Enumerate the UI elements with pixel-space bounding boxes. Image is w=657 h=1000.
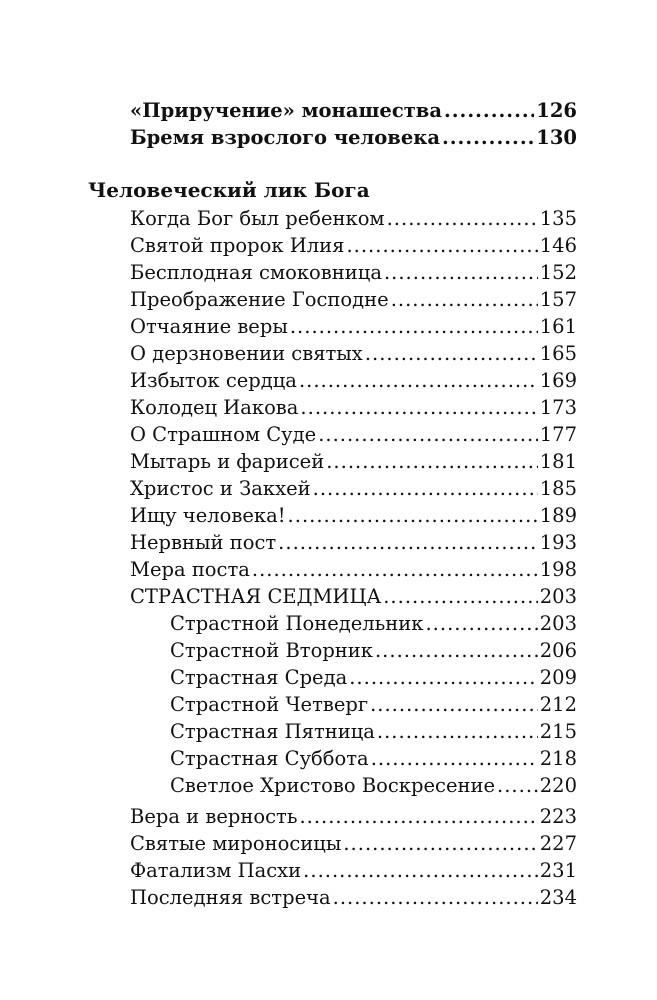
toc-subentry (170, 718, 577, 745)
toc-entry (130, 259, 577, 286)
toc-entry-title: Нервный пост (130, 531, 277, 554)
toc-entry-page: 203 (539, 585, 577, 608)
toc-entry-page: 223 (539, 805, 577, 828)
toc-entry-page: 189 (539, 504, 577, 527)
toc-subentry (170, 664, 577, 691)
toc-entry-title: Вера и верность (130, 805, 298, 828)
toc-subentry-title: Страстной Четверг (170, 693, 369, 716)
toc-entry-page: 177 (539, 423, 577, 446)
dot-leader (383, 583, 538, 610)
toc-entry-page: 152 (539, 261, 577, 284)
toc-entry (130, 340, 577, 367)
toc-entry-title: Преображение Господне (130, 288, 389, 311)
dot-leader (377, 718, 538, 745)
toc-subentry-page: 218 (539, 747, 577, 770)
toc-entry (130, 502, 577, 529)
toc-entry-page: 161 (539, 315, 577, 338)
toc-subentry (170, 772, 577, 799)
dot-leader (497, 772, 538, 799)
dot-leader (375, 637, 538, 664)
toc-subentry-page: 203 (539, 612, 577, 635)
dot-leader (313, 475, 538, 502)
toc-entry (130, 884, 577, 911)
toc-entry-title: О дерзновении святых (130, 342, 363, 365)
toc-entry-page: 169 (539, 369, 577, 392)
dot-leader (278, 529, 538, 556)
dot-leader (318, 421, 538, 448)
dot-leader (303, 857, 538, 884)
toc-entry-page: 231 (539, 859, 577, 882)
toc-entry (130, 556, 577, 583)
toc-entry-page: 126 (536, 99, 577, 122)
toc-entry-page: 146 (539, 234, 577, 257)
toc-entry (130, 367, 577, 394)
toc-entry-title: Избыток сердца (130, 369, 297, 392)
toc-subentry-title: Страстная Пятница (170, 720, 375, 743)
toc-subentry-title: Страстная Суббота (170, 747, 369, 770)
toc-subentry-title: Страстная Среда (170, 666, 348, 689)
toc-entry-title: Колодец Иакова (130, 396, 299, 419)
toc-entry-title: Фатализм Пасхи (130, 859, 302, 882)
toc-entry-page: 193 (539, 531, 577, 554)
dot-leader (300, 394, 537, 421)
toc-entry (130, 313, 577, 340)
toc-subentry-page: 220 (539, 774, 577, 797)
toc-entry (130, 124, 577, 151)
dot-leader (371, 745, 538, 772)
dot-leader (387, 205, 538, 232)
toc-subentry-title: Страстной Понедельник (170, 612, 424, 635)
dot-leader (252, 556, 538, 583)
toc-entry-title: Бесплодная смоковница (130, 261, 382, 284)
dot-leader (444, 97, 534, 124)
dot-leader (442, 124, 534, 151)
toc-entry-title: Святой пророк Илия (130, 234, 345, 257)
dot-leader (384, 259, 538, 286)
toc-entry-page: 165 (539, 342, 577, 365)
dot-leader (391, 286, 538, 313)
toc-subentry-page: 212 (539, 693, 577, 716)
toc-entry-page: 135 (539, 207, 577, 230)
toc-entry-page: 185 (539, 477, 577, 500)
toc-entry (130, 448, 577, 475)
dot-leader (346, 232, 537, 259)
dot-leader (326, 448, 538, 475)
toc-subentry (170, 745, 577, 772)
toc-entry-title: Мытарь и фарисей (130, 450, 325, 473)
toc-entry (130, 803, 577, 830)
toc-entry (130, 97, 577, 124)
dot-leader (370, 691, 538, 718)
toc-entry-title: Последняя встреча (130, 886, 331, 909)
toc-entry-page: 234 (539, 886, 577, 909)
toc-entry (130, 421, 577, 448)
toc-entry-title: Бремя взрослого человека (130, 126, 440, 149)
toc-entry (130, 857, 577, 884)
toc-entry (130, 286, 577, 313)
toc-entry (130, 232, 577, 259)
toc-entry-page: 157 (539, 288, 577, 311)
dot-leader (349, 664, 538, 691)
toc-entry (130, 583, 577, 610)
toc-subentry (170, 610, 577, 637)
toc-entry (130, 475, 577, 502)
dot-leader (288, 502, 538, 529)
toc-entry-title: О Страшном Суде (130, 423, 317, 446)
toc-entry-title: Мера поста (130, 558, 250, 581)
section-heading: Человеческий лик Бога (88, 178, 370, 202)
toc-subentry-page: 209 (539, 666, 577, 689)
dot-leader (299, 803, 537, 830)
toc-entry-page: 181 (539, 450, 577, 473)
toc-entry (130, 394, 577, 421)
toc-subentry-page: 215 (539, 720, 577, 743)
toc-entry-title: Ищу человека! (130, 504, 286, 527)
toc-entry-title: Святые мироносицы (130, 832, 342, 855)
toc-entry (130, 830, 577, 857)
toc-entry-title: СТРАСТНАЯ СЕДМИЦА (130, 585, 382, 608)
toc-entry-title: Отчаяние веры (130, 315, 288, 338)
dot-leader (333, 884, 538, 911)
toc-entry-page: 173 (539, 396, 577, 419)
dot-leader (425, 610, 537, 637)
toc-entry-page: 198 (539, 558, 577, 581)
toc-entry-title: «Приручение» монашества (130, 99, 442, 122)
toc-entry-page: 130 (536, 126, 577, 149)
toc-entry-title: Когда Бог был ребенком (130, 207, 385, 230)
toc-subentry-title: Страстной Вторник (170, 639, 373, 662)
dot-leader (343, 830, 537, 857)
toc-subentry (170, 691, 577, 718)
dot-leader (299, 367, 538, 394)
toc-entry-page: 227 (539, 832, 577, 855)
toc-entry-title: Христос и Закхей (130, 477, 311, 500)
toc-entry (130, 205, 577, 232)
toc-subentry-title: Светлое Христово Воскресение (170, 774, 496, 797)
dot-leader (365, 340, 538, 367)
toc-subentry-page: 206 (539, 639, 577, 662)
dot-leader (290, 313, 538, 340)
toc-subentry (170, 637, 577, 664)
toc-entry (130, 529, 577, 556)
